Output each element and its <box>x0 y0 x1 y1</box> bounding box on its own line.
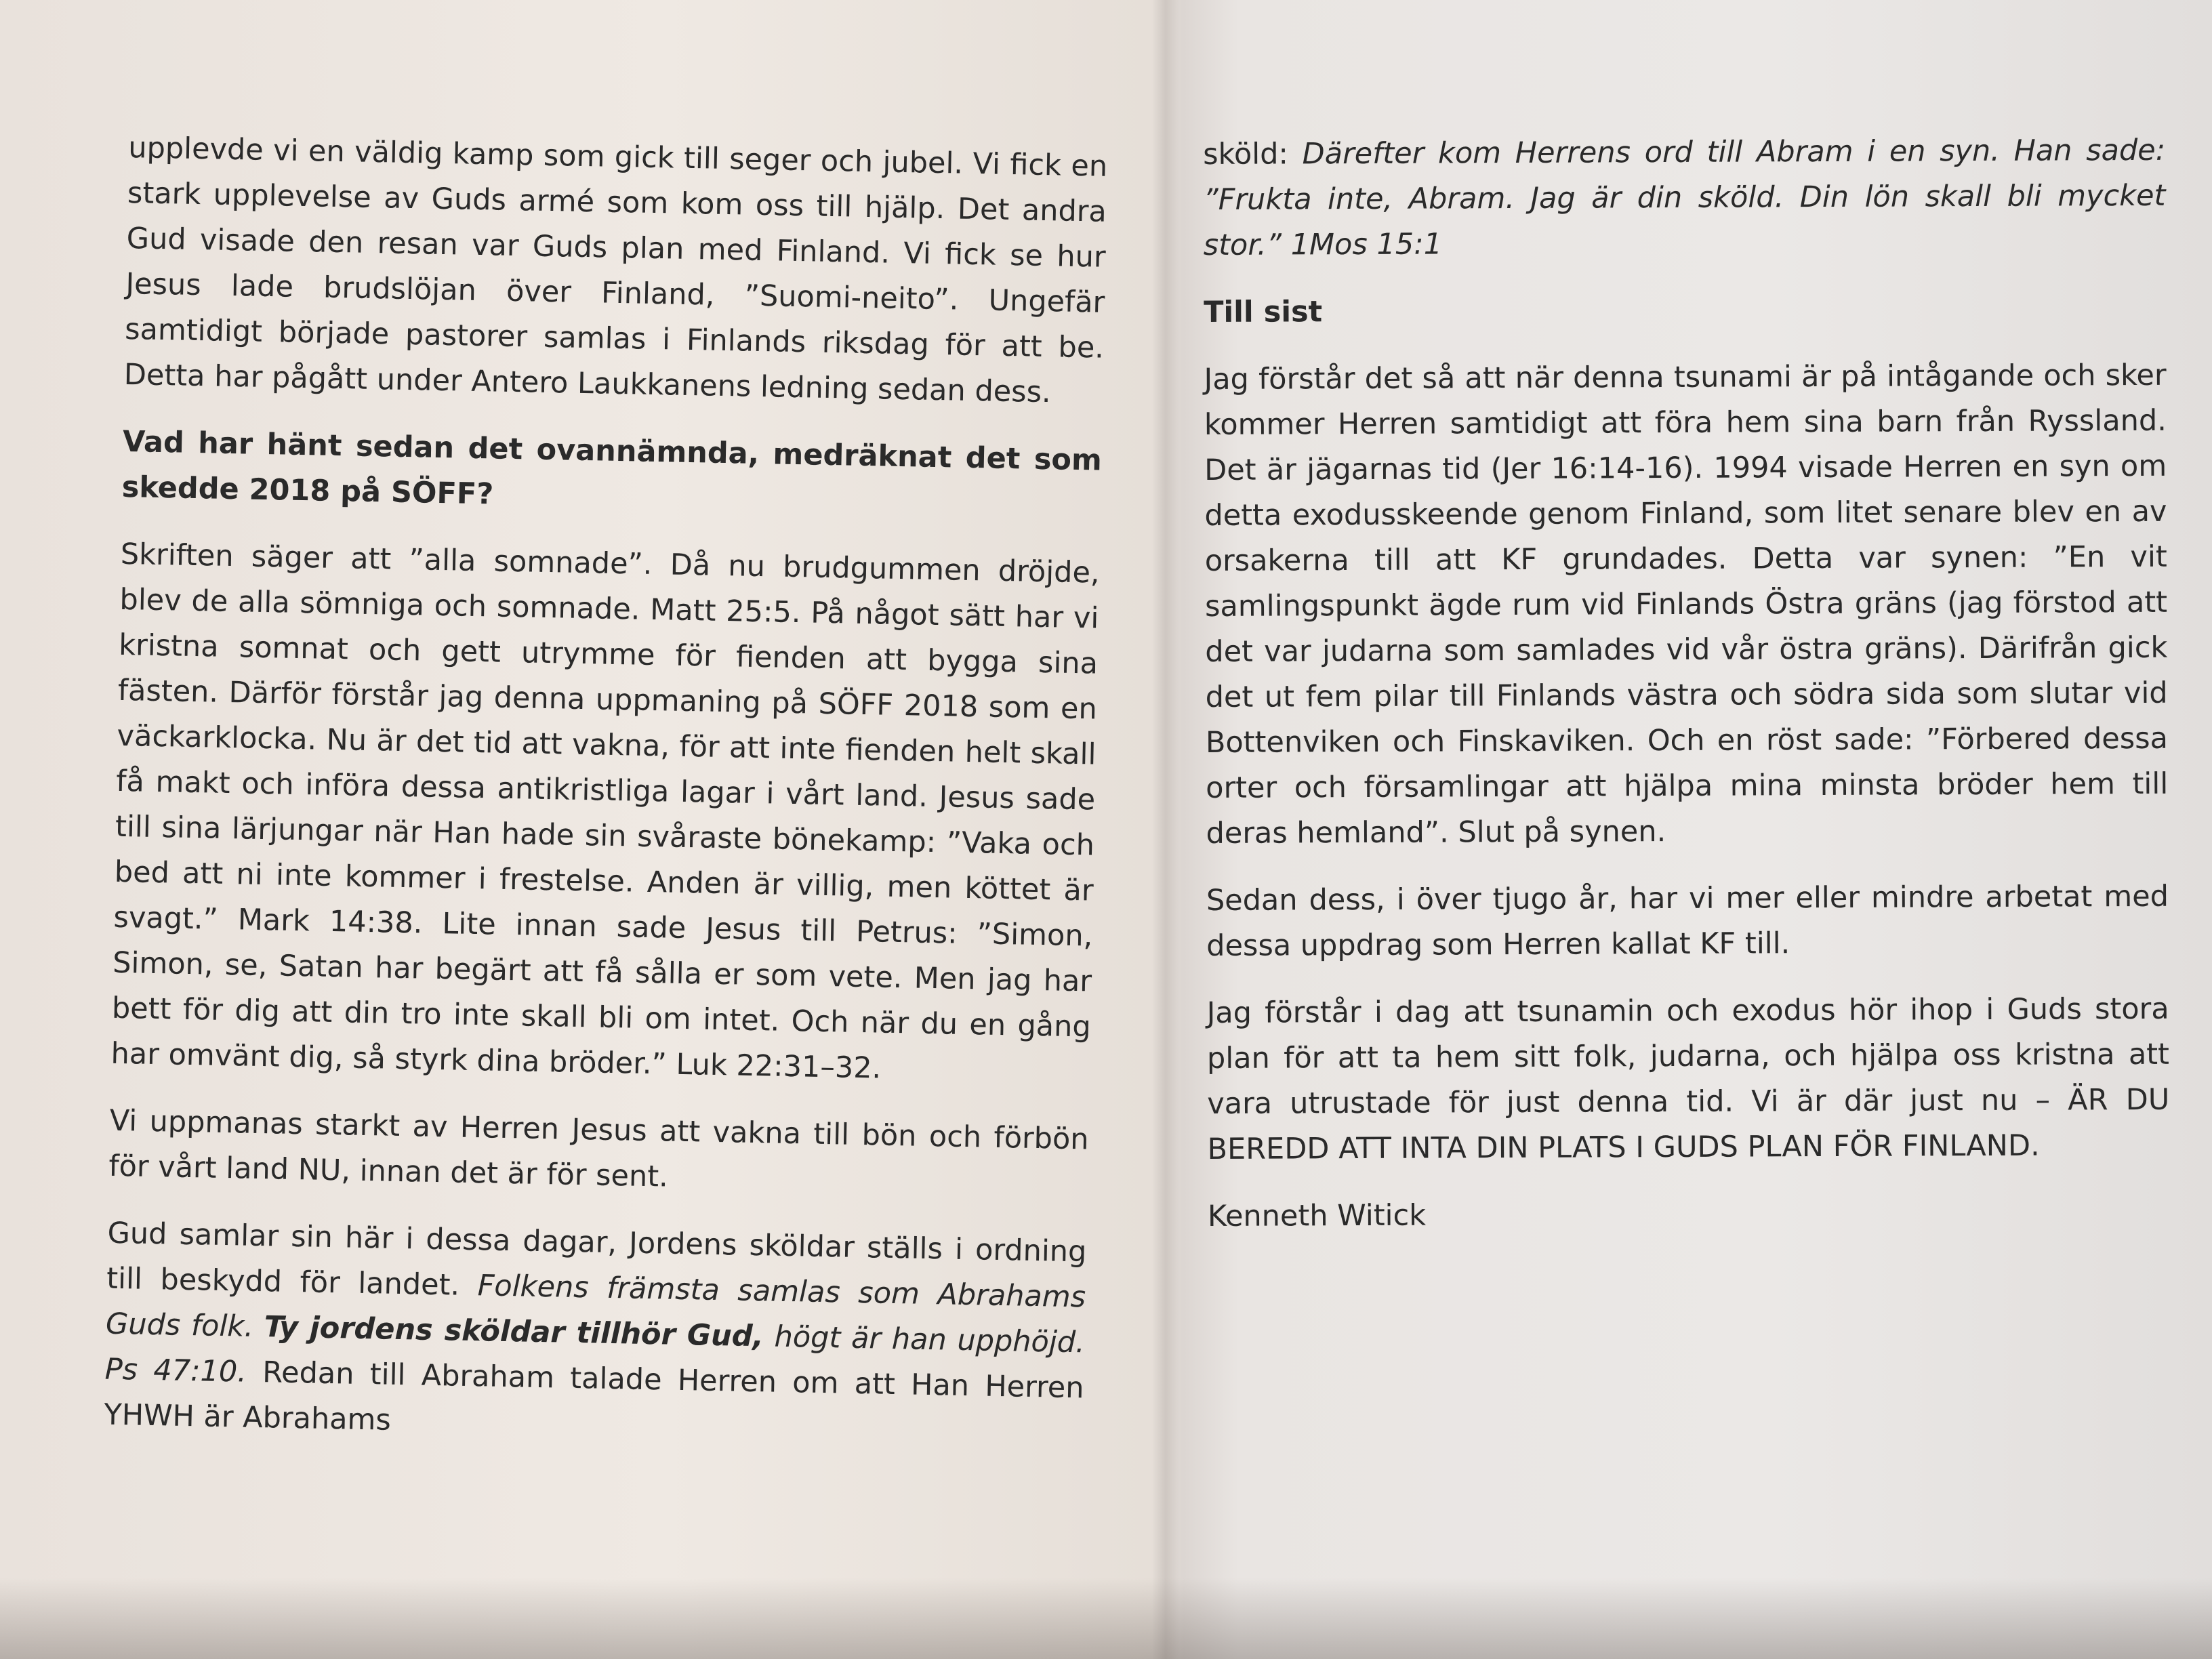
left-paragraph-4 <box>104 1211 1087 1457</box>
right-paragraph-3: Sedan dess, i över tjugo år, har vi mer eller mindre arbetat med dessa uppdrag som Herren kallat KF till. <box>1206 879 2169 963</box>
left-heading: Vad har hänt sedan det ovannämnda, medräknat det som skedde 2018 på SÖFF? <box>121 424 1103 512</box>
left-page <box>103 125 1108 1478</box>
left-paragraph-4-start: Gud samlar sin här i dessa dagar, Jordens sköldar ställs i ordning till beskydd för landet. <box>106 1216 1087 1303</box>
left-paragraph-4-quote-end: högt är han upphöjd. Ps 47:10. <box>104 1319 1086 1389</box>
right-heading: Till sist <box>1204 295 1323 329</box>
left-paragraph-2: Skriften säger att ”alla somnade”. Då nu brudgummen dröjde, blev de alla sömniga och somnade. Matt 25:5. På något sätt har vi kristna somnat och gett utrymme för fienden att bygga sina fästen. Därför förstår jag denna uppmaning på SÖFF 2018 som en väckarklocka. Nu är det tid att vakna, för att inte fienden helt skall få makt och införa dessa antikristliga lagar i vårt land. Jesus sade till sina lärjungar när Han hade sin svåraste bönekamp: ”Vaka och bed att ni inte kommer i frestelse. Anden är villig, men köttet är svagt.” Mark 14:38. Lite innan sade Jesus till Petrus: ”Simon, Simon, se, Satan har begärt att få sålla er som vete. Men jag har bett för dig att din tro inte skall bli om intet. Och när du en gång har omvänt dig, så styrk dina bröder.” Luk 22:31–32. <box>110 537 1101 1086</box>
left-paragraph-1: upplevde vi en väldig kamp som gick till seger och jubel. Vi fick en stark upplevelse av Guds armé som kom oss till hjälp. Det andra Gud visade den resan var Guds plan med Finland. Vi fick se hur Jesus lade brudslöjan över Finland, ”Suomi-neito”. Ungefär samtidigt började pastorer samlas i Finlands riksdag för att be. Detta har pågått under Antero Laukkanens ledning sedan dess. <box>123 130 1108 410</box>
page-bottom-shadow <box>0 1578 2212 1659</box>
left-paragraph-4-quote: Folkens främsta samlas som Abrahams Guds folk. <box>105 1269 1086 1345</box>
right-paragraph-1-start: sköld: <box>1203 137 1303 171</box>
right-page <box>1203 128 2170 1261</box>
right-paragraph-4: Jag förstår i dag att tsunamin och exodus hör ihop i Guds stora plan för att ta hem sitt folk, judarna, och hjälpa oss kristna att vara utrustade för just denna tid. Vi är där just nu – ÄR DU BEREDD ATT INTA DIN PLATS I GUDS PLAN FÖR FINLAND. <box>1206 991 2170 1166</box>
right-paragraph-2: Jag förstår det så att när denna tsunami är på intågande och sker kommer Herren samtidigt att föra hem sina barn från Ryssland. Det är jägarnas tid (Jer 16:14-16). 1994 visade Herren en syn om detta exodusskeende genom Finland, som litet senare blev en av orsakerna till att KF grundades. Detta var synen: ”En vit samlingspunkt ägde rum vid Finlands Östra gräns (jag förstod att det var judarna som samlades vid vår östra gräns). Därifrån gick det ut fem pilar till Finlands västra och södra sida som slutar vid Bottenviken och Finskaviken. Och en röst sade: ”Förbered dessa orter och församlingar att hjälpa mina minsta bröder hem till deras hemland”. Slut på synen. <box>1204 358 2169 851</box>
signature: Kenneth Witick <box>1207 1198 1427 1233</box>
right-paragraph-1-quote: Därefter kom Herrens ord till Abram i en syn. Han sade: ”Frukta inte, Abram. Jag är din sköld. Din lön skall bli mycket stor.” 1Mos 15:1 <box>1203 133 2166 262</box>
right-paragraph-1 <box>1203 128 2166 268</box>
page-fold <box>1152 0 1179 1659</box>
left-paragraph-4-end: Redan till Abraham talade Herren om att Han Herren YHWH är Abrahams <box>103 1355 1084 1437</box>
left-paragraph-3: Vi uppmanas starkt av Herren Jesus att vakna till bön och förbön för vårt land NU, innan det är för sent. <box>108 1103 1090 1194</box>
left-paragraph-4-emphasis: Ty jordens sköldar tillhör Gud, <box>264 1310 764 1354</box>
